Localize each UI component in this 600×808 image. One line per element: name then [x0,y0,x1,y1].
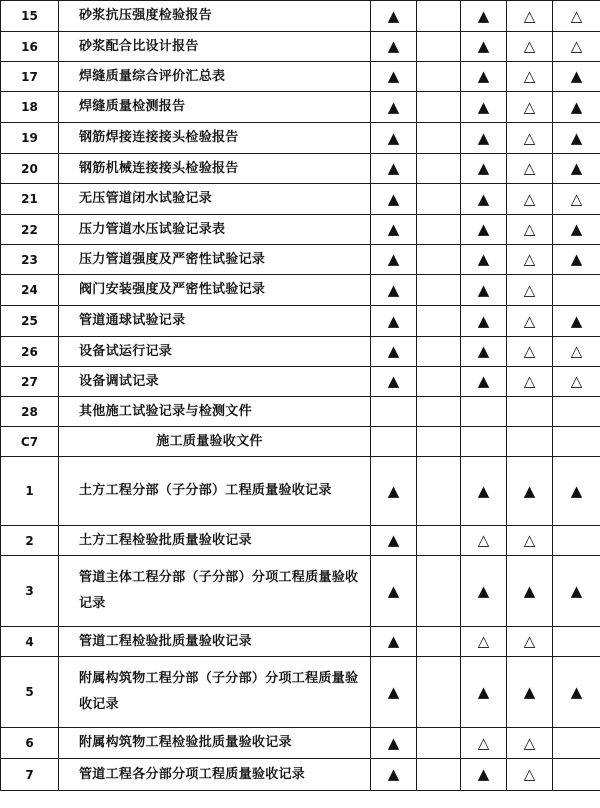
empty-cell [553,728,600,759]
filled-triangle-icon: ▲ [371,245,417,275]
filled-triangle-icon: ▲ [461,367,507,397]
row-number: 4 [1,627,59,657]
filled-triangle-icon: ▲ [461,154,507,184]
table-row [1,627,600,657]
empty-cell [417,526,461,556]
table-row [1,245,600,275]
filled-triangle-icon: ▲ [371,184,417,215]
filled-triangle-icon: ▲ [371,556,417,627]
filled-triangle-icon: ▲ [371,306,417,337]
hollow-triangle-icon: △ [507,154,553,184]
table-row [1,367,600,397]
filled-triangle-icon: ▲ [371,728,417,759]
row-number: 3 [1,556,59,627]
document-name: 设备调试记录 [59,367,371,397]
row-number: 15 [1,1,59,32]
empty-cell [553,526,600,556]
filled-triangle-icon: ▲ [371,526,417,556]
filled-triangle-icon: ▲ [371,1,417,32]
hollow-triangle-icon: △ [507,367,553,397]
filled-triangle-icon: ▲ [461,275,507,306]
empty-cell [417,397,461,427]
empty-cell [417,245,461,275]
filled-triangle-icon: ▲ [553,556,600,627]
document-name: 管道通球试验记录 [59,306,371,337]
document-name: 管道工程各分部分项工程质量验收记录 [59,759,371,791]
hollow-triangle-icon: △ [507,62,553,92]
table-row [1,215,600,245]
document-name: 砂浆配合比设计报告 [59,32,371,62]
filled-triangle-icon: ▲ [553,92,600,123]
table-row [1,123,600,154]
filled-triangle-icon: ▲ [461,32,507,62]
hollow-triangle-icon: △ [507,32,553,62]
table-row [1,32,600,62]
filled-triangle-icon: ▲ [507,556,553,627]
filled-triangle-icon: ▲ [461,306,507,337]
section-title: 施工质量验收文件 [59,427,371,457]
hollow-triangle-icon: △ [553,184,600,215]
empty-cell [417,215,461,245]
hollow-triangle-icon: △ [507,337,553,367]
document-name: 管道主体工程分部（子分部）分项工程质量验收记录 [59,556,371,627]
hollow-triangle-icon: △ [553,337,600,367]
filled-triangle-icon: ▲ [371,123,417,154]
document-name: 压力管道水压试验记录表 [59,215,371,245]
document-name: 焊缝质量检测报告 [59,92,371,123]
document-name: 其他施工试验记录与检测文件 [59,397,371,427]
hollow-triangle-icon: △ [553,367,600,397]
row-number: 27 [1,367,59,397]
hollow-triangle-icon: △ [507,123,553,154]
filled-triangle-icon: ▲ [553,657,600,728]
row-number: 28 [1,397,59,427]
hollow-triangle-icon: △ [507,759,553,791]
empty-cell [417,556,461,627]
hollow-triangle-icon: △ [507,526,553,556]
empty-cell [417,427,461,457]
row-number: 16 [1,32,59,62]
filled-triangle-icon: ▲ [553,457,600,526]
filled-triangle-icon: ▲ [461,556,507,627]
row-number: C7 [1,427,59,457]
document-name: 压力管道强度及严密性试验记录 [59,245,371,275]
empty-cell [417,1,461,32]
table-row [1,657,600,728]
table-row [1,62,600,92]
table-row [1,397,600,427]
document-name: 焊缝质量综合评价汇总表 [59,62,371,92]
row-number: 7 [1,759,59,791]
filled-triangle-icon: ▲ [461,1,507,32]
table-row [1,92,600,123]
table-row [1,526,600,556]
empty-cell [553,759,600,791]
filled-triangle-icon: ▲ [461,215,507,245]
empty-cell [553,427,600,457]
document-name: 附属构筑物工程检验批质量验收记录 [59,728,371,759]
table-row [1,759,600,791]
row-number: 6 [1,728,59,759]
hollow-triangle-icon: △ [507,306,553,337]
empty-cell [417,337,461,367]
filled-triangle-icon: ▲ [461,337,507,367]
empty-cell [417,306,461,337]
filled-triangle-icon: ▲ [461,759,507,791]
row-number: 19 [1,123,59,154]
empty-cell [553,397,600,427]
table-row [1,275,600,306]
filled-triangle-icon: ▲ [507,657,553,728]
filled-triangle-icon: ▲ [371,457,417,526]
empty-cell [461,397,507,427]
hollow-triangle-icon: △ [507,275,553,306]
empty-cell [417,627,461,657]
empty-cell [417,657,461,728]
document-name: 附属构筑物工程分部（子分部）分项工程质量验收记录 [59,657,371,728]
filled-triangle-icon: ▲ [371,154,417,184]
filled-triangle-icon: ▲ [371,275,417,306]
filled-triangle-icon: ▲ [371,92,417,123]
hollow-triangle-icon: △ [461,526,507,556]
document-name: 土方工程分部（子分部）工程质量验收记录 [59,457,371,526]
hollow-triangle-icon: △ [507,215,553,245]
table-row [1,457,600,526]
document-name: 钢筋焊接连接接头检验报告 [59,123,371,154]
empty-cell [417,32,461,62]
table-body [1,1,600,791]
document-name: 管道工程检验批质量验收记录 [59,627,371,657]
table-row [1,306,600,337]
filled-triangle-icon: ▲ [371,657,417,728]
filled-triangle-icon: ▲ [371,627,417,657]
hollow-triangle-icon: △ [507,245,553,275]
section-row [1,427,600,457]
empty-cell [417,728,461,759]
empty-cell [417,92,461,123]
table-row [1,728,600,759]
filled-triangle-icon: ▲ [461,657,507,728]
document-name: 砂浆抗压强度检验报告 [59,1,371,32]
table-row [1,154,600,184]
hollow-triangle-icon: △ [553,1,600,32]
row-number: 18 [1,92,59,123]
row-number: 2 [1,526,59,556]
hollow-triangle-icon: △ [507,184,553,215]
row-number: 17 [1,62,59,92]
row-number: 1 [1,457,59,526]
filled-triangle-icon: ▲ [371,32,417,62]
hollow-triangle-icon: △ [461,627,507,657]
filled-triangle-icon: ▲ [461,123,507,154]
filled-triangle-icon: ▲ [371,62,417,92]
empty-cell [417,154,461,184]
document-name: 阀门安装强度及严密性试验记录 [59,275,371,306]
hollow-triangle-icon: △ [507,627,553,657]
filled-triangle-icon: ▲ [371,215,417,245]
empty-cell [417,367,461,397]
table-row [1,556,600,627]
document-name: 无压管道闭水试验记录 [59,184,371,215]
filled-triangle-icon: ▲ [507,457,553,526]
empty-cell [417,457,461,526]
document-name: 钢筋机械连接接头检验报告 [59,154,371,184]
table-row [1,184,600,215]
empty-cell [371,427,417,457]
table-row [1,1,600,32]
filled-triangle-icon: ▲ [461,184,507,215]
filled-triangle-icon: ▲ [461,62,507,92]
empty-cell [417,275,461,306]
empty-cell [553,627,600,657]
filled-triangle-icon: ▲ [371,759,417,791]
filled-triangle-icon: ▲ [553,62,600,92]
table-row [1,337,600,367]
filled-triangle-icon: ▲ [553,215,600,245]
empty-cell [417,123,461,154]
filled-triangle-icon: ▲ [553,306,600,337]
hollow-triangle-icon: △ [507,1,553,32]
filled-triangle-icon: ▲ [553,154,600,184]
filled-triangle-icon: ▲ [371,337,417,367]
empty-cell [417,759,461,791]
filled-triangle-icon: ▲ [461,457,507,526]
hollow-triangle-icon: △ [507,92,553,123]
filled-triangle-icon: ▲ [553,123,600,154]
row-number: 20 [1,154,59,184]
empty-cell [371,397,417,427]
hollow-triangle-icon: △ [553,32,600,62]
document-name: 土方工程检验批质量验收记录 [59,526,371,556]
filled-triangle-icon: ▲ [461,92,507,123]
row-number: 5 [1,657,59,728]
row-number: 21 [1,184,59,215]
filled-triangle-icon: ▲ [461,245,507,275]
filled-triangle-icon: ▲ [553,245,600,275]
row-number: 26 [1,337,59,367]
filled-triangle-icon: ▲ [371,367,417,397]
document-name: 设备试运行记录 [59,337,371,367]
hollow-triangle-icon: △ [507,728,553,759]
empty-cell [553,275,600,306]
empty-cell [461,427,507,457]
empty-cell [417,62,461,92]
empty-cell [507,397,553,427]
empty-cell [507,427,553,457]
row-number: 22 [1,215,59,245]
row-number: 24 [1,275,59,306]
row-number: 25 [1,306,59,337]
empty-cell [417,184,461,215]
hollow-triangle-icon: △ [461,728,507,759]
row-number: 23 [1,245,59,275]
